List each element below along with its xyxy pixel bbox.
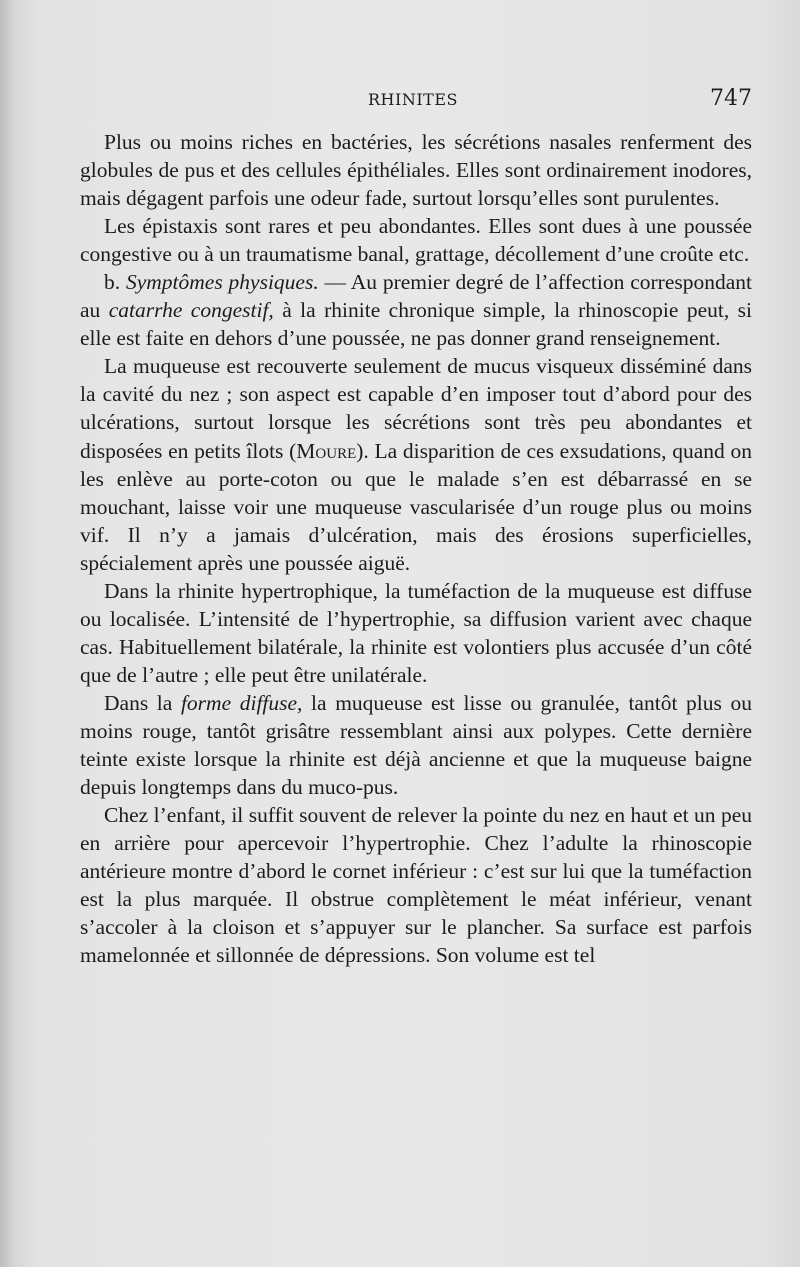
paragraph-text: à la rhinite chronique simple, la rhinoscopie peut, si elle est faite en dehors d’une poussée, ne pas donner grand renseignement. (80, 298, 752, 351)
paragraph-text: ). La disparition de ces exsudations, quand on les enlève au porte-coton ou que le malade s’en est débarrassé en se mouchant, laisse voir une muqueuse vascularisée d’un rouge plus ou moins vif. Il n’y a jamais d’ulcération, mais des érosions superficielles, spécialement après une poussée aiguë. (80, 438, 752, 575)
paragraph-text: Dans la (104, 690, 181, 715)
italic-term: forme diffuse, (180, 690, 303, 715)
paragraph-child-adult: Chez l’enfant, il suffit souvent de relever la pointe du nez en haut et un peu en arrière pour apercevoir l’hypertrophie. Chez l’adulte la rhinoscopie antérieure montre d’abord le cornet inférieur : c’est sur lui que la tuméfaction est la plus marquée. Il obstrue complètement le méat inférieur, venant s’accoler à la cloison et s’appuyer sur le plancher. Sa surface est parfois mamelonnée et sillonnée de dépressions. Son volume est tel (80, 803, 752, 968)
page-body (80, 128, 752, 969)
page-number: 747 (710, 86, 752, 111)
paragraph-physical-symptoms (80, 268, 752, 352)
paragraph-text: — Au premier degré de l’affection correspondant au (80, 270, 752, 323)
paragraph-bacteria: Plus ou moins riches en bactéries, les sécrétions nasales renferment des globules de pus et des cellules épithéliales. Elles sont ordinairement inodores, mais dégagent parfois une odeur fade, surtout lorsqu’elles sont purulentes. (80, 130, 752, 211)
italic-term: catarrhe congestif, (108, 298, 274, 323)
running-title: RHINITES (368, 90, 458, 109)
author-name: Moure (296, 438, 357, 463)
paragraph-hypertrophic: Dans la rhinite hypertrophique, la tuméfaction de la muqueuse est diffuse ou localisée. L’intensité de l’hypertrophie, sa diffusion varient avec chaque cas. Habituellement bilatérale, la rhinite est volontiers plus accusée d’un côté que de l’autre ; elle peut être unilatérale. (80, 578, 752, 687)
section-heading: Symptômes physiques. (125, 270, 319, 295)
paragraph-text: la muqueuse est lisse ou granulée, tantôt plus ou moins rouge, tantôt grisâtre ressemblant ainsi aux polypes. Cette dernière teinte existe lorsque la rhinite est déjà ancienne et que la muqueuse baigne depuis longtemps dans du muco-pus. (80, 690, 752, 800)
section-letter: b. (104, 270, 126, 295)
page-header (80, 86, 752, 116)
paragraph-mucosa (80, 352, 752, 576)
paragraph-epistaxis: Les épistaxis sont rares et peu abondantes. Elles sont dues à une poussée congestive ou à un traumatisme banal, grattage, décollement d’une croûte etc. (80, 214, 752, 267)
paragraph-text: La muqueuse est recouverte seulement de mucus visqueux disséminé dans la cavité du nez ; son aspect est capable d’en imposer tout d’abord pour des ulcérations, surtout lorsque les sécrétions sont très peu abondantes et disposées en petits îlots ( (80, 354, 752, 463)
paragraph-diffuse-form (80, 689, 752, 801)
